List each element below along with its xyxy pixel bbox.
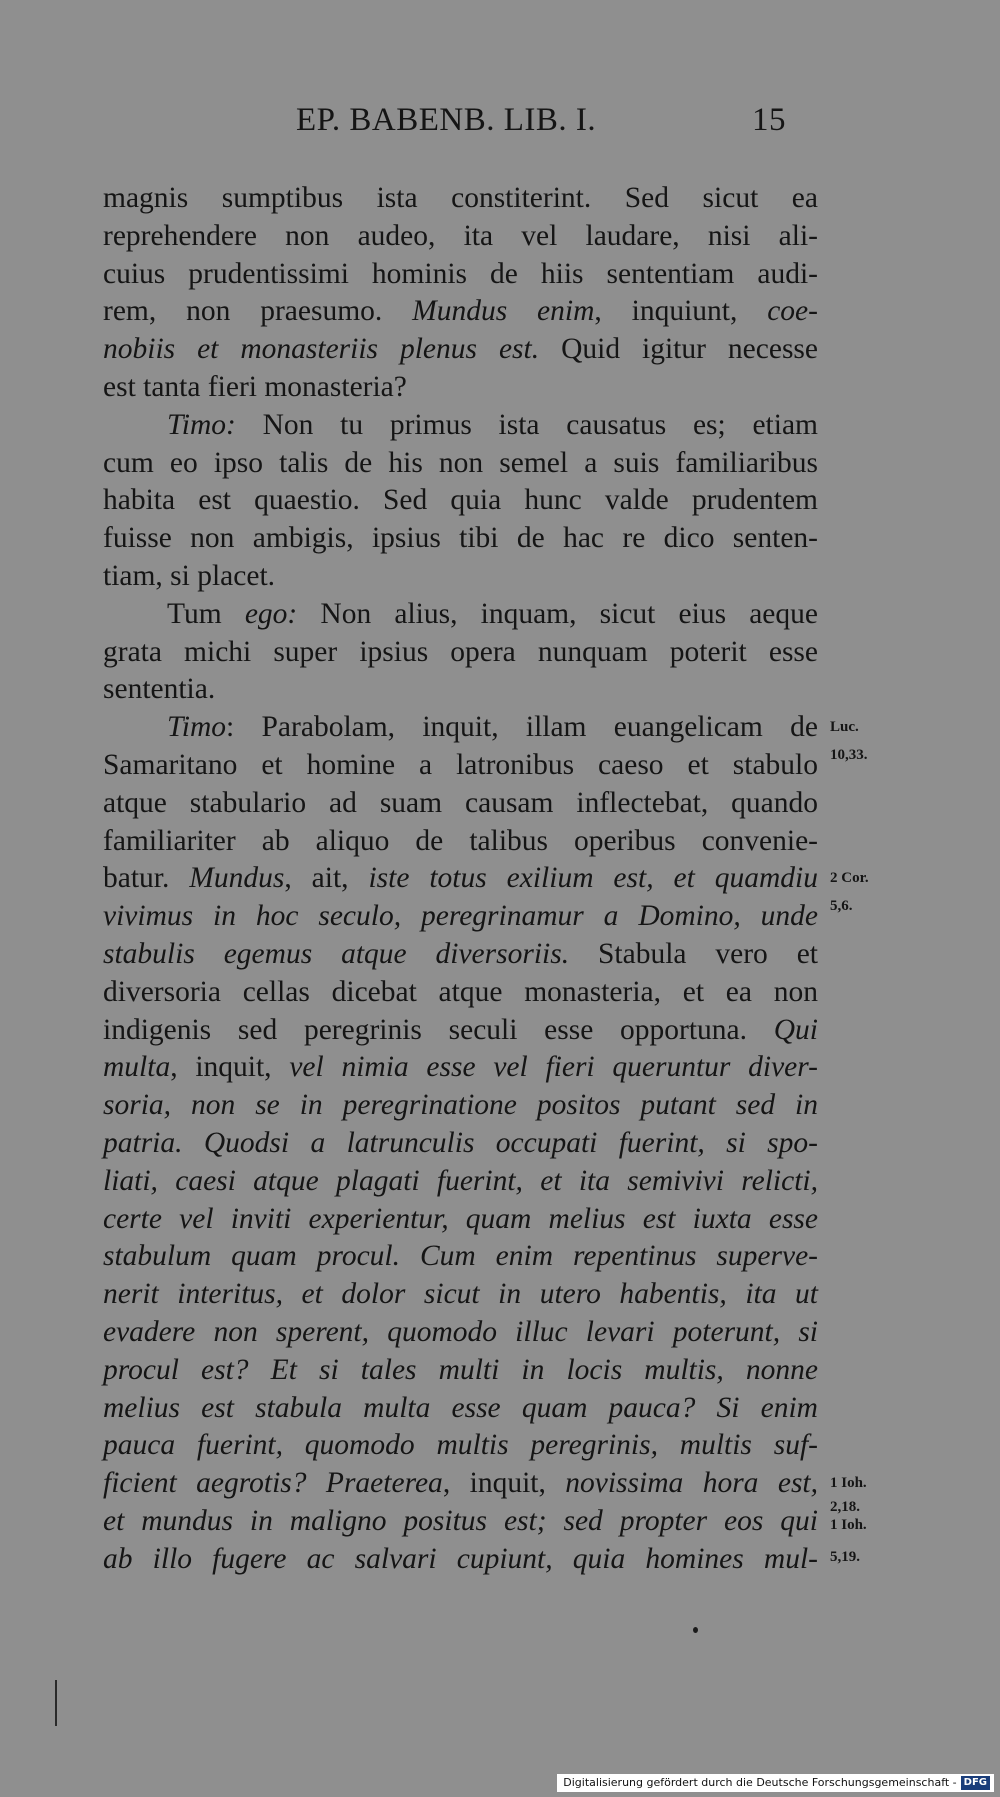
text-line: pauca fuerint, quomodo multis peregrinis, multis suf- [103,1429,818,1462]
text-line: tiam, si placet. [103,559,276,592]
text-line: grata michi super ipsius opera nunquam poterit esse [103,635,818,668]
margin-note: 1 Ioh. [830,1475,867,1492]
text-line: nerit interitus, et dolor sicut in utero habentis, ita ut [103,1278,818,1311]
text-line: indigenis sed peregrinis seculi esse opportuna. Qui [103,1013,818,1046]
text-line: reprehendere non audeo, ita vel laudare, nisi ali- [103,219,818,252]
text-line: vivimus in hoc seculo, peregrinamur a Domino, unde [103,900,818,933]
body-text [103,180,818,1578]
margin-note: 2,18. [830,1499,860,1515]
text-line: ab illo fugere ac salvari cupiunt, quia homines mul- [103,1542,818,1575]
scan-edge-mark [55,1680,57,1726]
text-line: habita est quaestio. Sed quia hunc valde prudentem [103,484,818,517]
text-line: stabulum quam procul. Cum enim repentinus superve- [103,1240,818,1273]
text-line: Samaritano et homine a latronibus caeso et stabulo [103,748,818,781]
margin-note: 5,19. [830,1548,860,1565]
margin-note: Luc. [830,719,859,736]
page-number: 15 [752,102,786,138]
text-line: melius est stabula multa esse quam pauca? Si enim [103,1391,818,1424]
text-line: atque stabulario ad suam causam inflectebat, quando [103,786,818,819]
margin-note: 1 Ioh. [830,1517,867,1533]
margin-note: 10,33. [830,747,868,763]
text-line: Timo: Non tu primus ista causatus es; etiam [167,408,818,441]
margin-note: 2 Cor. [830,870,869,887]
text-line: ficient aegrotis? Praeterea, inquit, novissima hora est, [103,1467,819,1500]
text-line: stabulis egemus atque diversoriis. Stabula vero et [103,937,818,970]
text-line: soria, non se in peregrinatione positos putant sed in [103,1089,818,1122]
text-line: est tanta fieri monasteria? [103,370,407,403]
text-line: liati, caesi atque plagati fuerint, et ita semivivi relicti, [103,1164,818,1197]
text-line: cum eo ipso talis de his non semel a suis familiaribus [103,446,818,479]
text-line: magnis sumptibus ista constiterint. Sed sicut ea [103,182,818,214]
text-line: procul est? Et si tales multi in locis multis, nonne [103,1353,818,1386]
text-line: sententia. [103,673,216,706]
digitization-footer [557,1774,994,1792]
running-title: EP. BABENB. LIB. I. [296,102,597,138]
text-line: fuisse non ambigis, ipsius tibi de hac re dico senten- [103,522,818,555]
text-line: certe vel inviti experientur, quam melius est iuxta esse [103,1202,818,1235]
text-line: nobiis et monasteriis plenus est. Quid igitur necesse [103,333,818,366]
text-line: Timo: Parabolam, inquit, illam euangelicam de [167,711,818,744]
page-header [296,102,786,142]
text-line: cuius prudentissimi hominis de hiis sententiam audi- [103,257,818,290]
footer-credit: Digitalisierung gefördert durch die Deutsche Forschungsgemeinschaft - [563,1776,957,1789]
dfg-logo-icon: DFG [961,1776,990,1790]
text-line: familiariter ab aliquo de talibus operibus convenie- [103,824,818,857]
text-line: diversoria cellas dicebat atque monasteria, et ea non [103,975,818,1008]
text-line: et mundus in maligno positus est; sed propter eos qui [103,1504,818,1537]
text-line: multa, inquit, vel nimia esse vel fieri queruntur diver- [103,1051,818,1084]
text-line: Tum ego: Non alius, inquam, sicut eius aeque [167,597,818,630]
text-line: batur. Mundus, ait, iste totus exilium est, et quamdiu [103,862,818,895]
text-line: evadere non sperent, quomodo illuc levari poterunt, si [103,1315,818,1348]
ink-dot [693,1627,698,1633]
text-line: rem, non praesumo. Mundus enim, inquiunt, coe- [103,295,818,328]
text-line: patria. Quodsi a latrunculis occupati fuerint, si spo- [103,1126,818,1159]
margin-note: 5,6. [830,898,853,915]
